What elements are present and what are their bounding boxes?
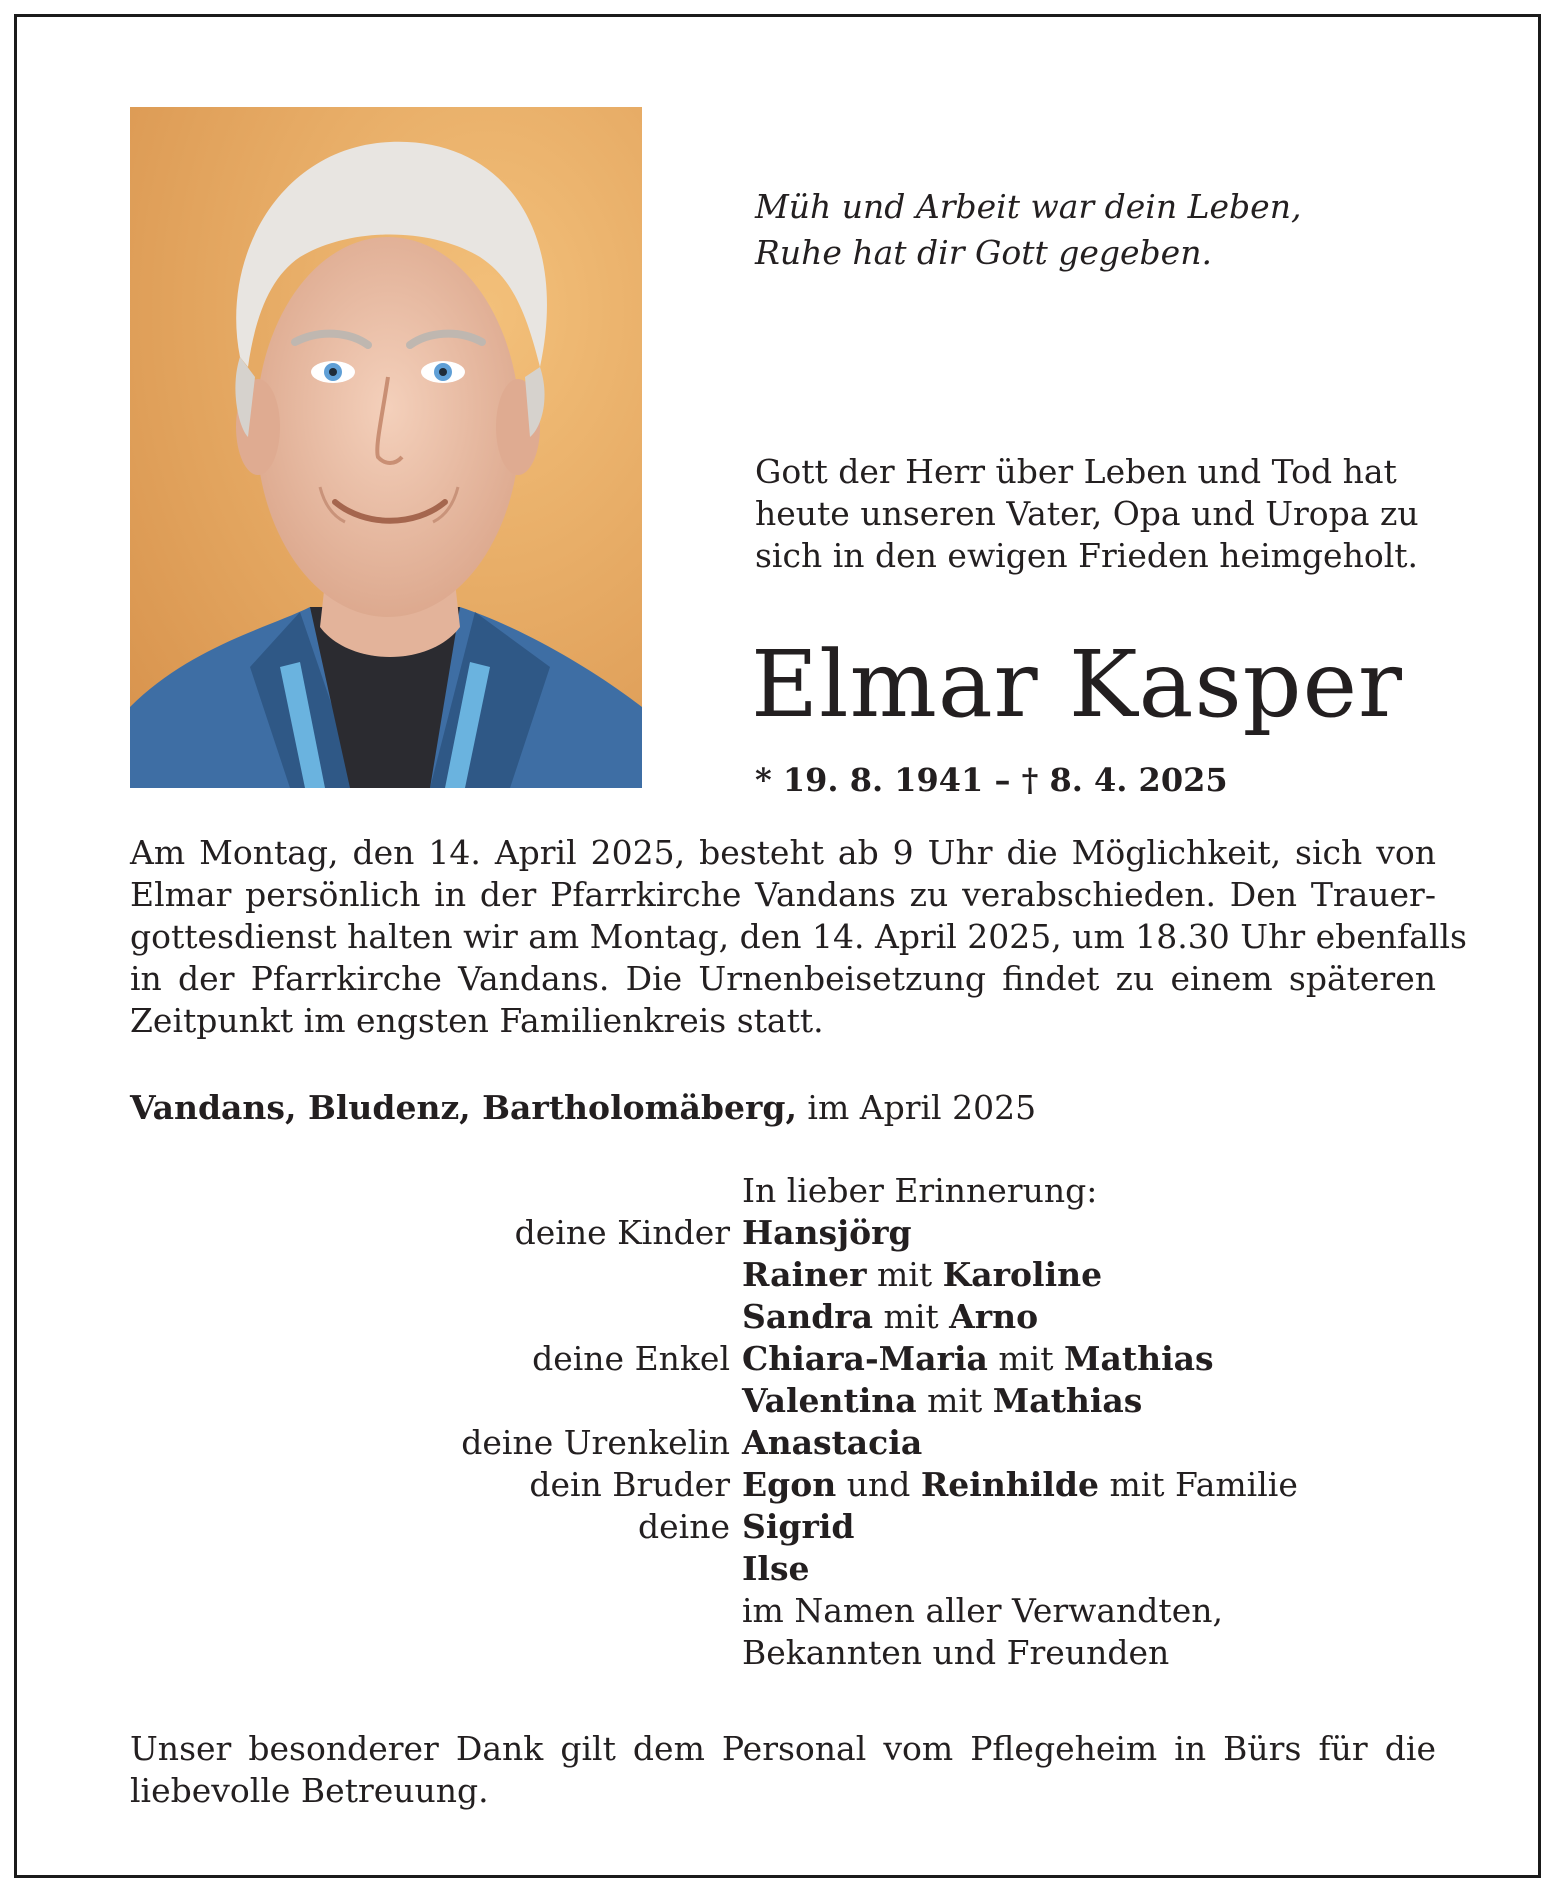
mourner-connector: und xyxy=(836,1465,921,1504)
announcement-line: heute unseren Vater, Opa und Uropa zu xyxy=(755,494,1419,533)
mourner-name: Sandra xyxy=(742,1297,874,1336)
mourner-name: Anastacia xyxy=(742,1423,923,1462)
mourner-relation xyxy=(130,1548,742,1590)
mourner-names xyxy=(742,1380,1436,1422)
announcement xyxy=(755,451,1419,577)
mourner-row xyxy=(130,1464,1436,1506)
service-details xyxy=(130,832,1467,1042)
mourner-name: Egon xyxy=(742,1465,837,1504)
place-date xyxy=(130,1086,1036,1130)
mourner-names xyxy=(742,1254,1436,1296)
mourner-relation xyxy=(130,1296,742,1338)
mourner-names xyxy=(742,1422,1436,1464)
mourner-row xyxy=(130,1296,1436,1338)
mourner-row xyxy=(130,1422,1436,1464)
deceased-name: Elmar Kasper xyxy=(751,631,1404,738)
mourner-connector: mit Familie xyxy=(1098,1465,1298,1504)
mourner-connector: mit xyxy=(987,1339,1064,1378)
mourner-connector: mit xyxy=(873,1297,950,1336)
mourner-name: Mathias xyxy=(1063,1339,1214,1378)
mourner-row xyxy=(130,1380,1436,1422)
mourner-names xyxy=(742,1296,1436,1338)
mourner-relation: deine xyxy=(638,1507,730,1546)
mourner-connector: Bekannten und Freunden xyxy=(742,1633,1170,1672)
place-names: Vandans, Bludenz, Bartholomäberg, xyxy=(130,1088,797,1127)
mourner-relation: deine Urenkelin xyxy=(461,1423,730,1462)
verse xyxy=(755,184,1301,276)
service-line: Zeitpunkt im engsten Familienkreis statt. xyxy=(130,1001,824,1040)
thanks xyxy=(130,1728,1436,1812)
mourner-name: Valentina xyxy=(742,1381,917,1420)
mourner-name: Ilse xyxy=(742,1549,810,1588)
mourner-name: Reinhilde xyxy=(920,1465,1099,1504)
mourners-intro: In lieber Erinnerung: xyxy=(742,1171,1098,1210)
mourner-names xyxy=(742,1632,1436,1674)
mourner-names xyxy=(742,1548,1436,1590)
announcement-line: Gott der Herr über Leben und Tod hat xyxy=(755,452,1397,491)
mourner-row xyxy=(130,1338,1436,1380)
portrait-photo xyxy=(130,107,642,788)
mourner-names xyxy=(742,1338,1436,1380)
mourner-connector: mit xyxy=(866,1255,943,1294)
mourner-row xyxy=(130,1254,1436,1296)
mourner-row xyxy=(130,1506,1436,1548)
mourner-names xyxy=(742,1464,1436,1506)
mourner-row xyxy=(130,1548,1436,1590)
mourner-name: Arno xyxy=(949,1297,1039,1336)
mourner-relation xyxy=(130,1380,742,1422)
mourner-relation xyxy=(130,1254,742,1296)
mourner-row xyxy=(130,1212,1436,1254)
service-line: gottesdienst halten wir am Montag, den 14. April 2025, um 18.30 Uhr ebenfalls xyxy=(130,917,1467,956)
life-dates: * 19. 8. 1941 – † 8. 4. 2025 xyxy=(755,761,1228,799)
mourner-name: Chiara-Maria xyxy=(742,1339,988,1378)
announcement-line: sich in den ewigen Frieden heimgeholt. xyxy=(755,536,1418,575)
mourner-name: Karoline xyxy=(942,1255,1103,1294)
thanks-line: liebevolle Betreuung. xyxy=(130,1771,489,1810)
mourner-row xyxy=(130,1590,1436,1632)
mourner-relation: deine Kinder xyxy=(514,1213,730,1252)
mourner-relation xyxy=(130,1590,742,1632)
mourner-names xyxy=(742,1212,1436,1254)
mourner-names xyxy=(742,1506,1436,1548)
mourner-relation xyxy=(130,1632,742,1674)
service-line: in der Pfarrkirche Vandans. Die Urnenbeisetzung findet zu einem späteren xyxy=(130,959,1436,998)
mourner-name: Hansjörg xyxy=(742,1213,912,1252)
notice-date: im April 2025 xyxy=(796,1088,1037,1127)
mourner-relation: dein Bruder xyxy=(529,1465,730,1504)
service-line: Elmar persönlich in der Pfarrkirche Vandans zu verabschieden. Den Trauer- xyxy=(130,875,1436,914)
mourner-connector: mit xyxy=(916,1381,993,1420)
verse-line: Ruhe hat dir Gott gegeben. xyxy=(755,233,1212,272)
thanks-line: Unser besonderer Dank gilt dem Personal vom Pflegeheim in Bürs für die xyxy=(130,1729,1436,1768)
mourner-relation: deine Enkel xyxy=(532,1339,730,1378)
service-line: Am Montag, den 14. April 2025, besteht ab 9 Uhr die Möglichkeit, sich von xyxy=(130,833,1436,872)
mourner-name: Mathias xyxy=(992,1381,1143,1420)
mourner-connector: im Namen aller Verwandten, xyxy=(742,1591,1223,1630)
mourners-list xyxy=(130,1170,1436,1674)
mourner-row xyxy=(130,1632,1436,1674)
mourners-intro-row xyxy=(130,1170,1436,1212)
mourner-name: Sigrid xyxy=(742,1507,855,1546)
mourner-names xyxy=(742,1590,1436,1632)
mourner-name: Rainer xyxy=(742,1255,867,1294)
verse-line: Müh und Arbeit war dein Leben, xyxy=(755,187,1302,226)
